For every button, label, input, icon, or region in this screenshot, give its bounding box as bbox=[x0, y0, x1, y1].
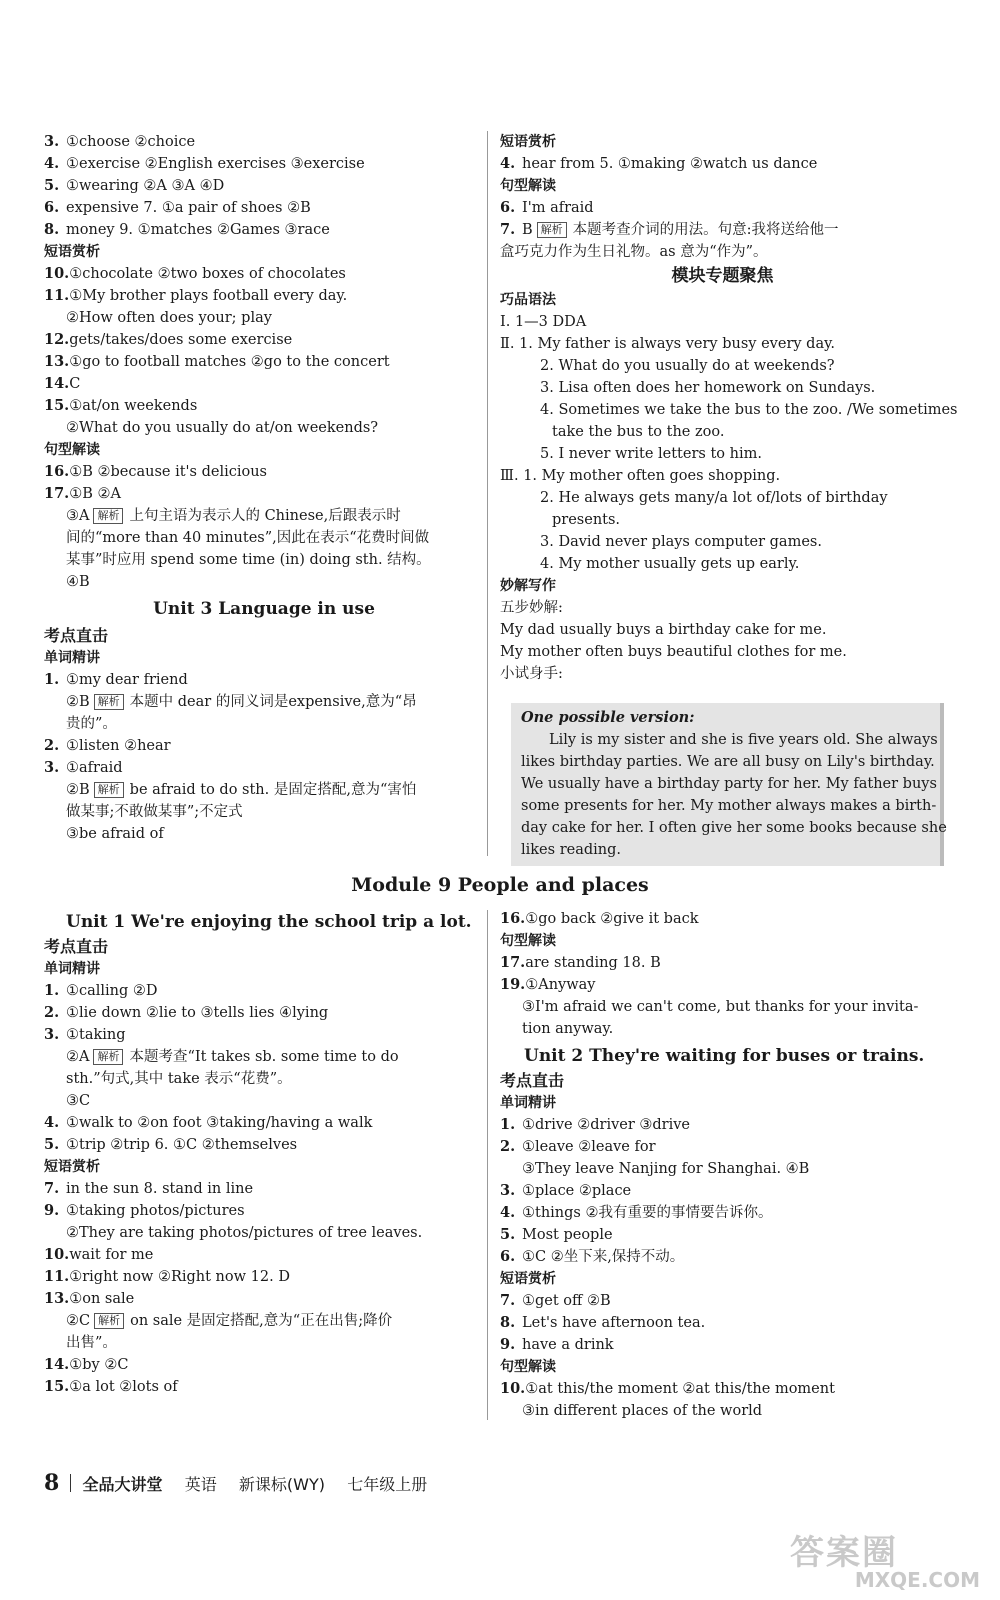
sample-line: likes reading. bbox=[521, 842, 621, 858]
answer-line: 2. ①listen ②hear bbox=[44, 737, 171, 754]
answer-line: 4. My mother usually gets up early. bbox=[540, 556, 800, 572]
answer-line: Ⅰ. 1—3 DDA bbox=[500, 314, 587, 330]
watermark bbox=[790, 1525, 980, 1592]
answer-line: 7. in the sun 8. stand in line bbox=[44, 1180, 254, 1197]
right-column-top bbox=[500, 131, 958, 685]
footer-divider bbox=[70, 1474, 71, 1492]
answer-list bbox=[500, 1114, 945, 1158]
answer-list bbox=[500, 333, 958, 465]
watermark-logo: 答案圈 bbox=[790, 1533, 898, 1573]
answer-line: 5. ①trip ②trip 6. ①C ②themselves bbox=[44, 1136, 298, 1153]
section-heading: 考点直击 bbox=[44, 626, 109, 645]
answer-line: ③C bbox=[66, 1093, 91, 1109]
answer-list bbox=[44, 131, 484, 505]
left-column-bottom bbox=[44, 908, 484, 1398]
answer-line: 7. B 解析 本题考查介词的用法。句意:我将送给他一 bbox=[500, 221, 839, 238]
answer-line: 1. ①drive ②driver ③drive bbox=[500, 1116, 691, 1133]
answer-line: 3. David never plays computer games. bbox=[540, 534, 822, 550]
answer-line: 10.①chocolate ②two boxes of chocolates bbox=[44, 265, 346, 282]
answer-line: 3. ①place ②place bbox=[500, 1182, 632, 1199]
footer-subject: 英语 bbox=[184, 1475, 217, 1494]
left-column-top bbox=[44, 131, 484, 845]
analysis-tag: 解析 bbox=[537, 222, 567, 238]
answer-line: ②How often does your; play bbox=[66, 310, 272, 326]
answer-line: 5. ①wearing ②A ③A ④D bbox=[44, 177, 225, 194]
answer-line: 3. ①afraid bbox=[44, 759, 123, 776]
answer-line: 1. ①calling ②D bbox=[44, 982, 158, 999]
answer-line: take the bus to the zoo. bbox=[552, 424, 725, 440]
module9-title: Module 9 People and places bbox=[351, 874, 649, 896]
answer-17-part4: ④B bbox=[66, 574, 90, 590]
answer-line: 14.①by ②C bbox=[44, 1356, 129, 1373]
answer-line: 8. money 9. ①matches ②Games ③race bbox=[44, 221, 330, 238]
analysis-text: sth.”句式,其中 take 表示“花费”。 bbox=[66, 1071, 292, 1087]
section-heading: 句型解读 bbox=[44, 442, 100, 458]
answer-17-part3: ③A 解析 上句主语为表示人的 Chinese,后跟表示时 bbox=[66, 508, 401, 524]
answer-line: 17.are standing 18. B bbox=[500, 954, 661, 971]
answer-line: 16.①go back ②give it back bbox=[500, 910, 699, 927]
answer-line: 6. I'm afraid bbox=[500, 199, 594, 216]
answer-line: ③be afraid of bbox=[66, 826, 164, 842]
analysis-text: 某事”时应用 spend some time (in) doing sth. 结构。 bbox=[66, 552, 431, 568]
footer-grade: 七年级上册 bbox=[347, 1475, 428, 1494]
writing-line: My mother often buys beautiful clothes for me. bbox=[500, 644, 847, 660]
sample-line: Lily is my sister and she is five years old. She always bbox=[549, 732, 938, 748]
answer-line: Ⅲ. 1. My mother often goes shopping. bbox=[500, 468, 781, 484]
answer-line: ③I'm afraid we can't come, but thanks for your invita- bbox=[522, 999, 919, 1015]
section-heading: 短语赏析 bbox=[500, 134, 556, 150]
section-heading: 妙解写作 bbox=[500, 578, 556, 594]
answer-list bbox=[500, 1290, 945, 1356]
section-heading: 句型解读 bbox=[500, 1359, 556, 1375]
sample-essay-box bbox=[511, 703, 947, 866]
answer-list bbox=[44, 1112, 484, 1156]
answer-line: 14.C bbox=[44, 375, 81, 392]
answer-line: presents. bbox=[552, 512, 621, 528]
answer-line: ②They are taking photos/pictures of tree leaves. bbox=[66, 1225, 423, 1241]
unit3-title: Unit 3 Language in use bbox=[153, 599, 375, 619]
analysis-tag: 解析 bbox=[93, 1049, 123, 1065]
analysis-tag: 解析 bbox=[94, 694, 124, 710]
page-number: 8 bbox=[44, 1470, 60, 1496]
answer-line: ②B 解析 be afraid to do sth. 是固定搭配,意为“害怕 bbox=[66, 782, 417, 798]
answer-line: ②C 解析 on sale 是固定搭配,意为“正在出售;降价 bbox=[66, 1313, 393, 1329]
answer-line: 3. Lisa often does her homework on Sundays. bbox=[540, 380, 876, 396]
answer-line: 11.①My brother plays football every day. bbox=[44, 287, 348, 304]
footer-brand: 全品大讲堂 bbox=[82, 1475, 163, 1494]
section-heading: 考点直击 bbox=[44, 937, 109, 956]
answer-line: 3. ①taking bbox=[44, 1026, 126, 1043]
section-heading: 短语赏析 bbox=[44, 244, 100, 260]
answer-line: 3. ①choose ②choice bbox=[44, 133, 196, 150]
section-heading: 句型解读 bbox=[500, 933, 556, 949]
analysis-text: 间的“more than 40 minutes”,因此在表示“花费时间做 bbox=[66, 530, 430, 546]
answer-line: ③in different places of the world bbox=[522, 1403, 763, 1419]
answer-line: ②What do you usually do at/on weekends? bbox=[66, 420, 379, 436]
section-heading: 单词精讲 bbox=[44, 961, 100, 977]
analysis-text: 贵的”。 bbox=[66, 716, 117, 732]
section-heading: 单词精讲 bbox=[500, 1095, 556, 1111]
writing-step: 小试身手: bbox=[500, 666, 563, 682]
answer-line: 2. ①lie down ②lie to ③tells lies ④lying bbox=[44, 1004, 329, 1021]
answer-line: ②A 解析 本题考查“It takes sb. some time to do bbox=[66, 1049, 399, 1065]
answer-line: Ⅱ. 1. My father is always very busy every day. bbox=[500, 336, 835, 352]
answer-line: 17.①B ②A bbox=[44, 485, 121, 502]
answer-line: 12.gets/takes/does some exercise bbox=[44, 331, 293, 348]
column-divider bbox=[487, 910, 488, 1420]
answer-line: 1. ①my dear friend bbox=[44, 671, 188, 688]
sample-line: We usually have a birthday party for her. My father buys bbox=[521, 776, 937, 792]
unit2-title: Unit 2 They're waiting for buses or trains. bbox=[524, 1046, 925, 1066]
answer-line: 4. ①exercise ②English exercises ③exercise bbox=[44, 155, 365, 172]
answer-line: 6. expensive 7. ①a pair of shoes ②B bbox=[44, 199, 311, 216]
section-heading: 考点直击 bbox=[500, 1071, 565, 1090]
writing-line: My dad usually buys a birthday cake for me. bbox=[500, 622, 827, 638]
analysis-tag: 解析 bbox=[94, 1313, 124, 1329]
answer-line: 16.①B ②because it's delicious bbox=[44, 463, 268, 480]
answer-line: 4. ①walk to ②on foot ③taking/having a walk bbox=[44, 1114, 373, 1131]
writing-step: 五步妙解: bbox=[500, 600, 563, 616]
answer-list bbox=[500, 1180, 945, 1268]
analysis-text: 盒巧克力作为生日礼物。as 意为“作为”。 bbox=[500, 244, 768, 260]
section-heading: 单词精讲 bbox=[44, 650, 100, 666]
answer-line: tion anyway. bbox=[522, 1021, 614, 1037]
answer-line: 8. Let's have afternoon tea. bbox=[500, 1314, 706, 1331]
footer-standard: 新课标(WY) bbox=[238, 1475, 325, 1494]
answer-list bbox=[44, 980, 484, 1046]
answer-list bbox=[44, 1354, 484, 1398]
unit1-title: Unit 1 We're enjoying the school trip a lot. bbox=[66, 912, 472, 932]
answer-line: 10.wait for me bbox=[44, 1246, 154, 1263]
answer-line: ③They leave Nanjing for Shanghai. ④B bbox=[522, 1161, 810, 1177]
right-column-bottom bbox=[500, 908, 945, 1422]
sample-line: likes birthday parties. We are all busy on Lily's birthday. bbox=[521, 754, 935, 770]
sample-line: day cake for her. I often give her some books because she bbox=[521, 820, 947, 836]
answer-line: 2. ①leave ②leave for bbox=[500, 1138, 656, 1155]
answer-line: 13.①on sale bbox=[44, 1290, 135, 1307]
analysis-text: 出售”。 bbox=[66, 1335, 117, 1351]
answer-line: 11.①right now ②Right now 12. D bbox=[44, 1268, 290, 1285]
answer-line: 7. ①get off ②B bbox=[500, 1292, 611, 1309]
module-focus-title: 模块专题聚焦 bbox=[671, 266, 774, 286]
page-footer bbox=[44, 1470, 427, 1496]
answer-line: 13.①go to football matches ②go to the concert bbox=[44, 353, 390, 370]
analysis-tag: 解析 bbox=[93, 508, 123, 524]
analysis-text: 做某事;不敢做某事”;不定式 bbox=[66, 804, 243, 820]
answer-line: 4. Sometimes we take the bus to the zoo. /We sometimes bbox=[540, 402, 958, 418]
answer-list bbox=[44, 1178, 484, 1222]
answer-line: 6. ①C ②坐下来,保持不动。 bbox=[500, 1248, 685, 1265]
answer-line: ②B 解析 本题中 dear 的同义词是expensive,意为“昂 bbox=[66, 694, 417, 710]
column-divider bbox=[487, 131, 488, 856]
answer-line: 10.①at this/the moment ②at this/the moment bbox=[500, 1380, 835, 1397]
answer-line: 9. ①taking photos/pictures bbox=[44, 1202, 245, 1219]
section-heading: 句型解读 bbox=[500, 178, 556, 194]
section-heading: 短语赏析 bbox=[500, 1271, 556, 1287]
answer-line: 4. hear from 5. ①making ②watch us dance bbox=[500, 155, 818, 172]
answer-line: 4. ①things ②我有重要的事情要告诉你。 bbox=[500, 1204, 773, 1221]
answer-line: 19.①Anyway bbox=[500, 976, 596, 993]
section-heading: 巧品语法 bbox=[500, 292, 556, 308]
answer-line: 9. have a drink bbox=[500, 1336, 614, 1353]
section-heading: 短语赏析 bbox=[44, 1159, 100, 1175]
analysis-tag: 解析 bbox=[94, 782, 124, 798]
answer-list bbox=[44, 1244, 484, 1310]
sample-line: some presents for her. My mother always makes a birth- bbox=[521, 798, 937, 814]
watermark-url: MXQE.COM bbox=[854, 1568, 980, 1592]
answer-line: 15.①at/on weekends bbox=[44, 397, 198, 414]
answer-list bbox=[500, 465, 945, 575]
answer-line: 5. Most people bbox=[500, 1226, 613, 1243]
answer-line: 5. I never write letters to him. bbox=[540, 446, 762, 462]
answer-line: 15.①a lot ②lots of bbox=[44, 1378, 178, 1395]
answer-line: 2. He always gets many/a lot of/lots of birthday bbox=[540, 490, 888, 506]
sample-essay bbox=[521, 729, 947, 861]
sample-heading: One possible version: bbox=[521, 709, 695, 726]
answer-line: 2. What do you usually do at weekends? bbox=[540, 358, 835, 374]
